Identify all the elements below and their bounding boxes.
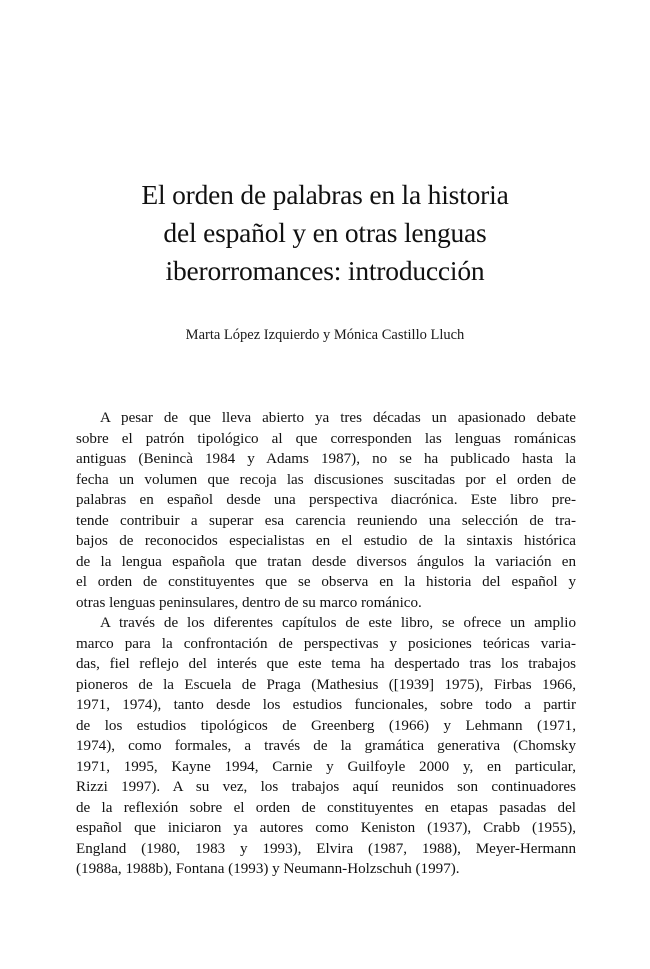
paragraph-line: tende contribuir a superar esa carencia reuniendo una selección de tra- bbox=[76, 512, 576, 529]
paragraph-line: palabras en español desde una perspectiva diacrónica. Este libro pre- bbox=[76, 492, 576, 508]
chapter-title bbox=[60, 176, 590, 290]
paragraph-line: español que iniciaron ya autores como Keniston (1937), Crabb (1955), bbox=[76, 820, 576, 836]
chapter-authors: Marta López Izquierdo y Mónica Castillo Lluch bbox=[185, 327, 465, 343]
paragraph-line: das, fiel reflejo del interés que este tema ha despertado tras los trabajos bbox=[76, 656, 576, 672]
paragraph-line: (1988a, 1988b), Fontana (1993) y Neumann-Holzschuh (1997). bbox=[76, 861, 460, 877]
paragraph-line: antiguas (Benincà 1984 y Adams 1987), no se ha publicado hasta la bbox=[76, 451, 576, 467]
paragraph-line: de la lengua española que tratan desde diversos ángulos la variación en bbox=[76, 553, 576, 570]
paragraph-line: 1971, 1995, Kayne 1994, Carnie y Guilfoyle 2000 y, en particular, bbox=[76, 758, 576, 775]
paragraph-line: 1974), como formales, a través de la gramática generativa (Chomsky bbox=[76, 738, 576, 754]
paragraph-2 bbox=[76, 613, 576, 880]
paragraph-line: A pesar de que lleva abierto ya tres décadas un apasionado debate bbox=[100, 410, 576, 426]
chapter-title-line-1: El orden de palabras en la historia bbox=[141, 179, 509, 210]
paragraph-line: 1971, 1974), tanto desde los estudios funcionales, sobre todo a partir bbox=[76, 697, 576, 713]
paragraph-line: marco para la confrontación de perspectivas y posiciones teóricas varia- bbox=[76, 635, 576, 652]
paragraph-line: fecha un volumen que recoja las discusiones suscitadas por el orden de bbox=[76, 471, 576, 488]
paragraph-line: Rizzi 1997). A su vez, los trabajos aquí reunidos son continuadores bbox=[76, 779, 576, 795]
paragraph-line: A través de los diferentes capítulos de este libro, se ofrece un amplio bbox=[100, 615, 576, 631]
chapter-title-line-2: del español y en otras lenguas bbox=[163, 217, 487, 248]
chapter-body bbox=[76, 408, 576, 880]
paragraph-line: pioneros de la Escuela de Praga (Mathesius ([1939] 1975), Firbas 1966, bbox=[76, 676, 576, 693]
paragraph-line: otras lenguas peninsulares, dentro de su marco románico. bbox=[76, 594, 422, 611]
paragraph-line: de la reflexión sobre el orden de constituyentes en etapas pasadas del bbox=[76, 799, 576, 816]
chapter-title-line-3: iberorromances: introducción bbox=[165, 255, 485, 286]
paragraph-line: England (1980, 1983 y 1993), Elvira (1987, 1988), Meyer-Hermann bbox=[76, 840, 576, 857]
paragraph-line: bajos de reconocidos especialistas en el estudio de la sintaxis histórica bbox=[76, 533, 576, 549]
paragraph-1 bbox=[76, 408, 576, 613]
paragraph-line: sobre el patrón tipológico al que corresponden las lenguas románicas bbox=[76, 430, 576, 447]
paragraph-line: de los estudios tipológicos de Greenberg (1966) y Lehmann (1971, bbox=[76, 717, 576, 734]
paragraph-line: el orden de constituyentes que se observa en la historia del español y bbox=[76, 574, 576, 590]
